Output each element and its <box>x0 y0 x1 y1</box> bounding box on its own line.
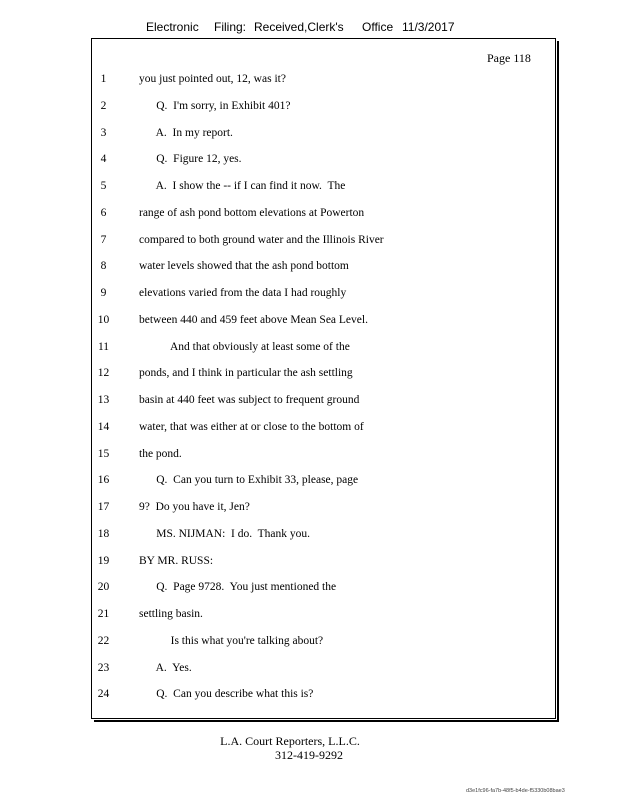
line-text: compared to both ground water and the Illinois River <box>139 233 384 246</box>
electronic-filing-header <box>0 20 618 36</box>
transcript-line <box>0 260 618 276</box>
line-number: 13 <box>97 394 110 406</box>
transcript-line <box>0 394 618 410</box>
line-number: 23 <box>97 661 110 674</box>
transcript-line <box>0 287 618 303</box>
line-number: 2 <box>100 99 107 112</box>
line-number: 6 <box>100 206 107 219</box>
header-filing: Filing: <box>214 20 247 34</box>
page-number: Page 118 <box>487 51 531 65</box>
line-text: A. In my report. <box>139 126 233 139</box>
line-text: range of ash pond bottom elevations at Powerton <box>139 206 365 219</box>
line-text: And that obviously at least some of the <box>139 340 350 353</box>
header-office: Office <box>362 20 394 34</box>
transcript-line <box>0 207 618 223</box>
line-text: water levels showed that the ash pond bottom <box>139 260 349 273</box>
line-text: Q. Figure 12, yes. <box>139 153 242 166</box>
transcript-line <box>0 153 618 169</box>
header-received: Received,Clerk's <box>254 20 344 34</box>
line-number: 16 <box>97 474 110 487</box>
line-number: 5 <box>100 180 107 192</box>
line-text: Q. I'm sorry, in Exhibit 401? <box>139 99 291 112</box>
footer-phone: 312-419-9292 <box>275 748 343 762</box>
line-text: you just pointed out, 12, was it? <box>139 73 286 85</box>
line-number: 19 <box>97 554 110 567</box>
line-text: MS. NIJMAN: I do. Thank you. <box>139 527 311 540</box>
line-number: 20 <box>97 581 110 594</box>
line-text: settling basin. <box>139 608 203 620</box>
line-text: basin at 440 feet was subject to frequent ground <box>139 394 360 406</box>
transcript-line <box>0 314 618 330</box>
line-number: 4 <box>100 153 107 166</box>
line-text: Q. Page 9728. You just mentioned the <box>139 581 337 594</box>
line-number: 15 <box>97 447 110 460</box>
line-number: 21 <box>97 608 110 620</box>
line-text: A. I show the -- if I can find it now. The <box>139 180 346 192</box>
line-number: 9 <box>100 287 107 299</box>
line-text: Q. Can you turn to Exhibit 33, please, page <box>139 474 359 487</box>
line-text: Is this what you're talking about? <box>139 634 324 647</box>
line-number: 17 <box>97 501 110 513</box>
transcript-line <box>0 555 618 571</box>
line-text: ponds, and I think in particular the ash settling <box>139 367 353 380</box>
line-number: 24 <box>97 688 110 701</box>
line-number: 10 <box>97 313 110 326</box>
line-number: 1 <box>100 73 107 85</box>
line-number: 3 <box>100 126 107 139</box>
transcript-line <box>0 100 618 116</box>
transcript-line <box>0 341 618 357</box>
line-number: 8 <box>100 260 107 273</box>
document-id: d3e1fc96-fa7b-48f5-b4de-f5330b08bae3 <box>466 788 565 794</box>
line-text: A. Yes. <box>139 661 192 674</box>
line-number: 7 <box>100 233 107 246</box>
transcript-line <box>0 581 618 597</box>
line-text: BY MR. RUSS: <box>139 554 214 567</box>
line-text: between 440 and 459 feet above Mean Sea Level. <box>139 313 368 326</box>
transcript-line <box>0 688 618 704</box>
line-text: the pond. <box>139 447 182 460</box>
transcript-line <box>0 635 618 651</box>
line-number: 12 <box>97 367 110 380</box>
transcript-line <box>0 234 618 250</box>
line-number: 18 <box>97 527 110 540</box>
header-electronic: Electronic <box>146 20 199 34</box>
transcript-line <box>0 662 618 678</box>
transcript-line <box>0 367 618 383</box>
transcript-line <box>0 180 618 196</box>
line-text: 9? Do you have it, Jen? <box>139 501 250 513</box>
transcript-line <box>0 448 618 464</box>
footer-company: L.A. Court Reporters, L.L.C. <box>220 734 360 748</box>
line-text: elevations varied from the data I had roughly <box>139 287 347 299</box>
line-text: Q. Can you describe what this is? <box>139 688 314 701</box>
line-number: 11 <box>97 340 110 353</box>
transcript-line <box>0 474 618 490</box>
transcript-line <box>0 73 618 89</box>
line-number: 14 <box>97 420 110 433</box>
transcript-line <box>0 421 618 437</box>
transcript-line <box>0 127 618 143</box>
transcript-line <box>0 608 618 624</box>
line-text: water, that was either at or close to the bottom of <box>139 420 364 433</box>
header-date: 11/3/2017 <box>402 20 455 34</box>
transcript-line <box>0 501 618 517</box>
line-number: 22 <box>97 634 110 647</box>
transcript-line <box>0 528 618 544</box>
